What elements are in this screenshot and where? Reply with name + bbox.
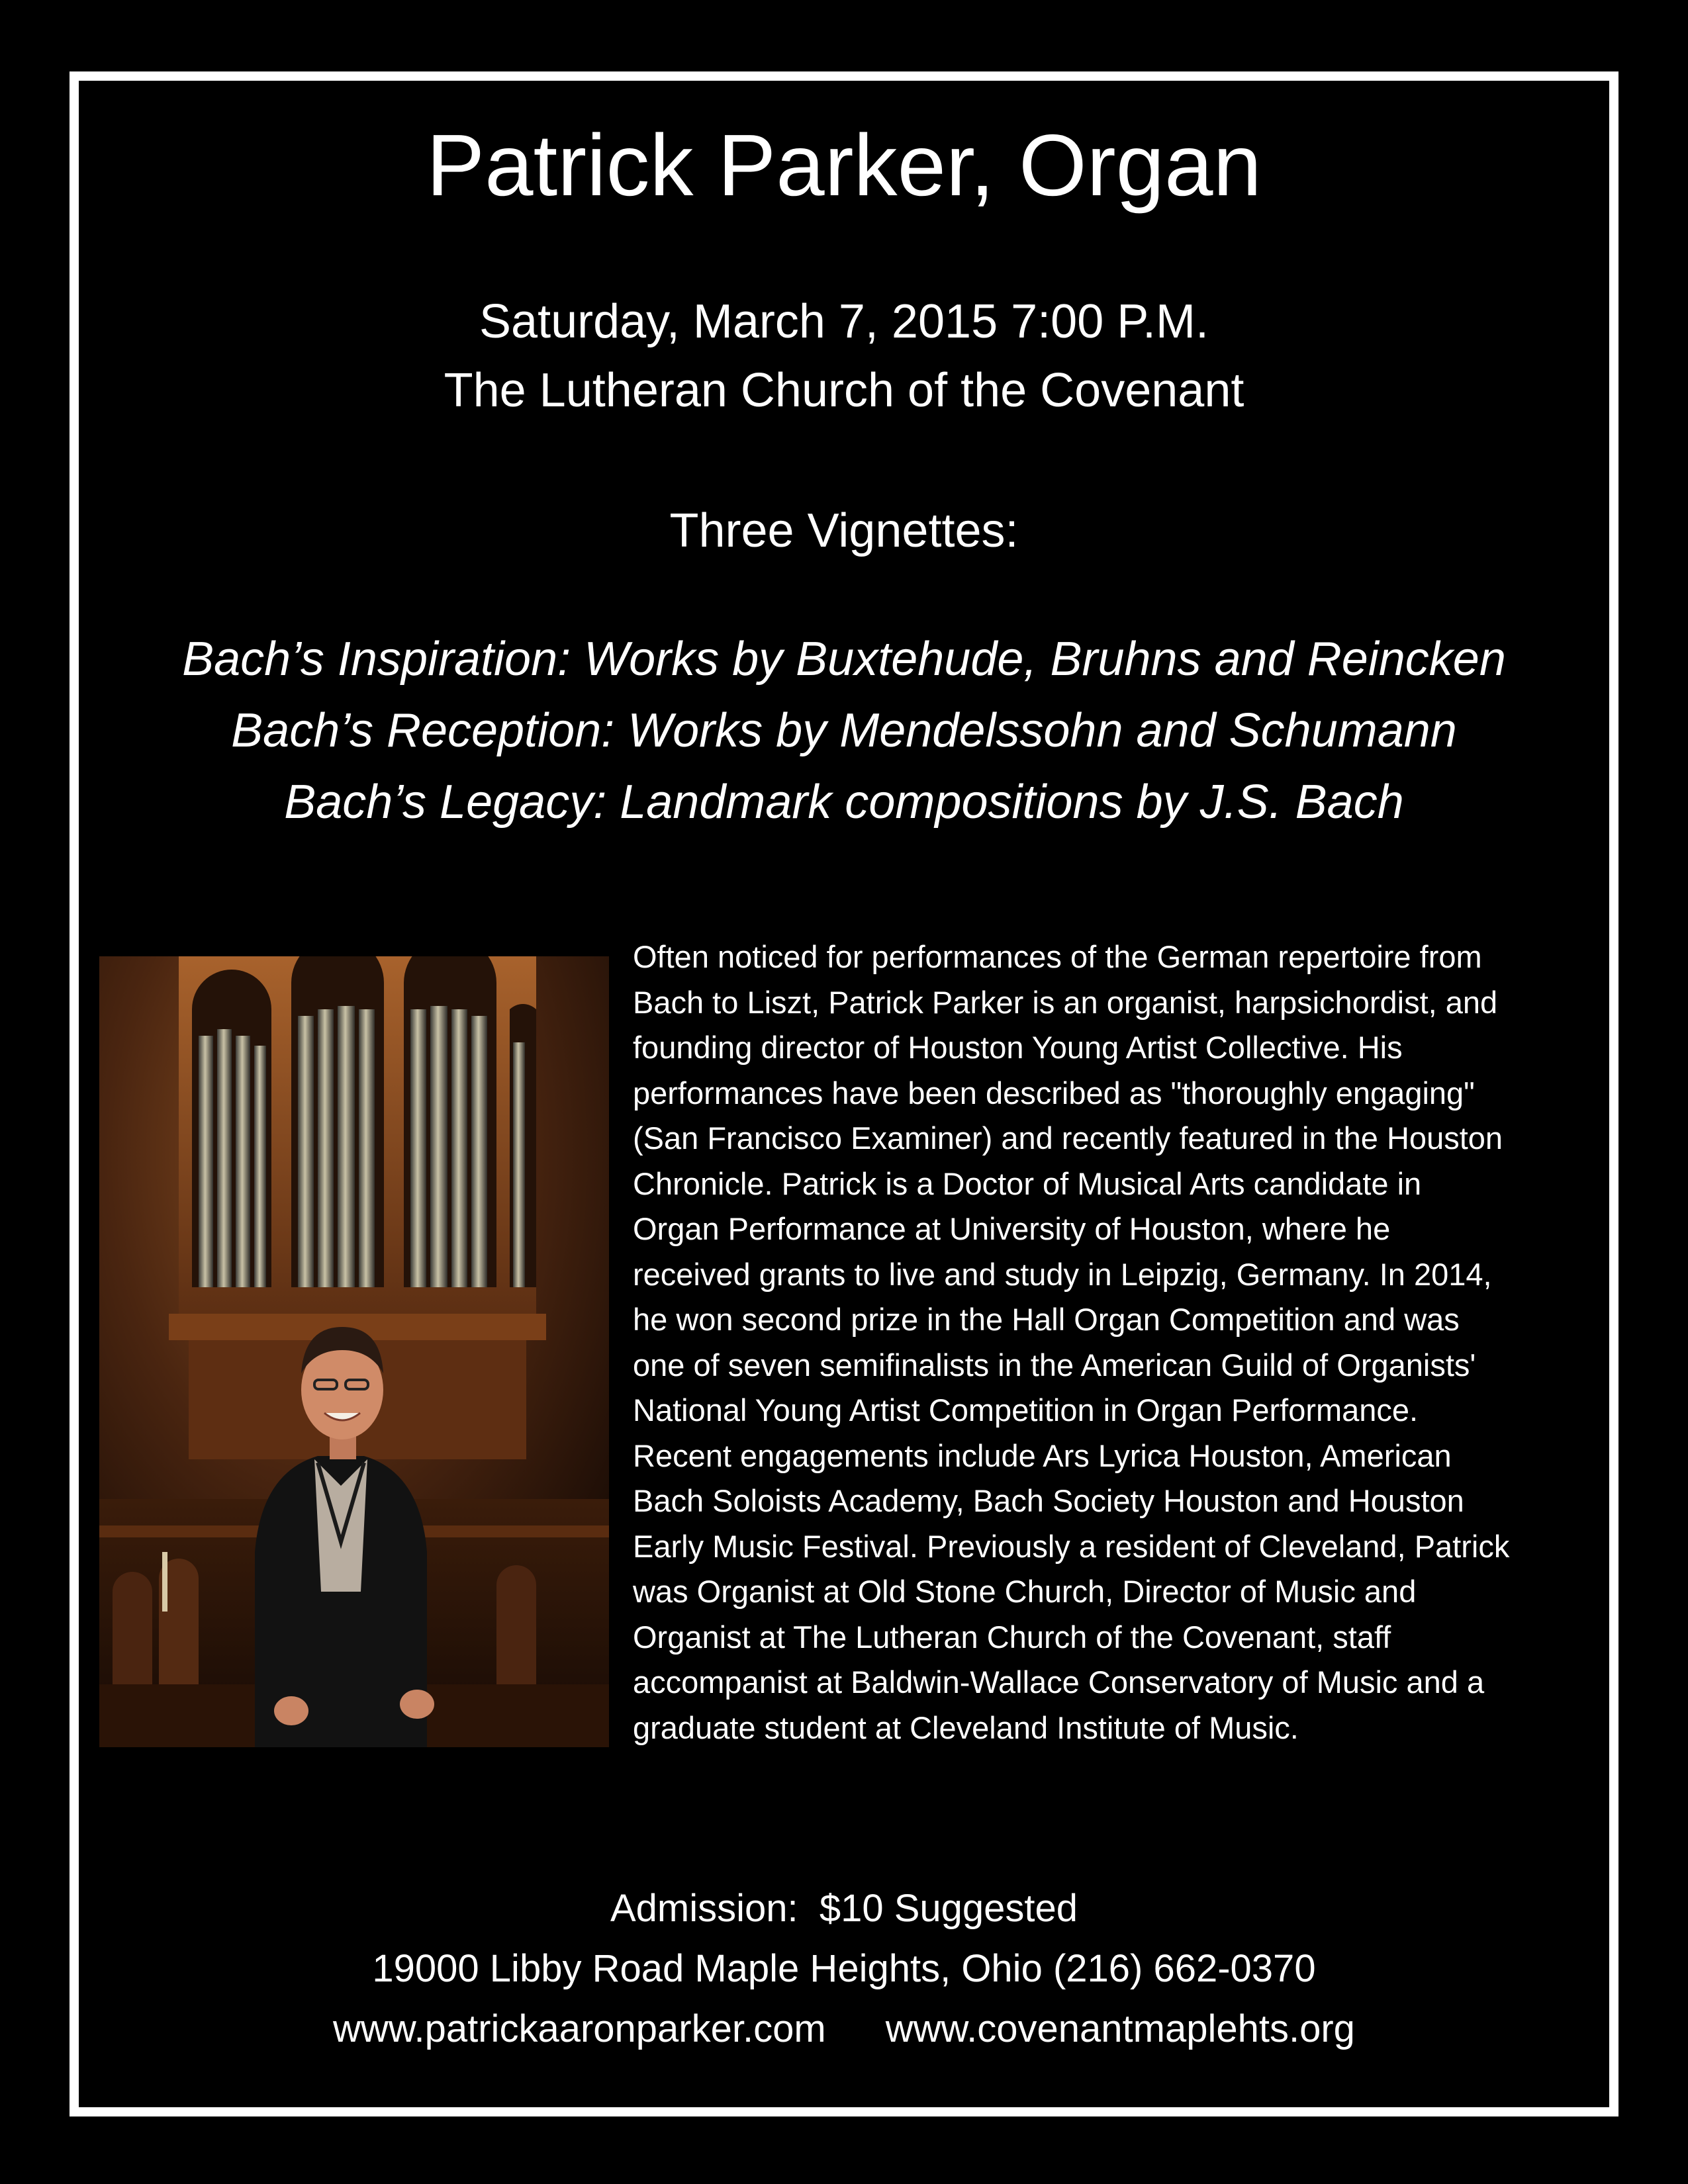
websites-line: [0, 2003, 1688, 2056]
program-item: Bach’s Legacy: Landmark compositions by J.S. Bach: [284, 776, 1404, 829]
bio-line: received grants to live and study in Leipzig, Germany. In 2014,: [633, 1256, 1492, 1292]
performer-photo: [99, 956, 609, 1747]
church-website-link[interactable]: www.covenantmaplehts.org: [885, 2007, 1355, 2050]
bio-line: (San Francisco Examiner) and recently featured in the Houston: [633, 1120, 1503, 1156]
bio-line: Recent engagements include Ars Lyrica Houston, American: [633, 1437, 1452, 1473]
concert-date-time: Saturday, March 7, 2015 7:00 P.M.: [479, 295, 1209, 348]
bio-line: Early Music Festival. Previously a resident of Cleveland, Patrick: [633, 1528, 1510, 1564]
bio-line: Bach to Liszt, Patrick Parker is an organist, harpsichordist, and: [633, 984, 1498, 1020]
program-item: Bach’s Inspiration: Works by Buxtehude, Bruhns and Reincken: [182, 633, 1506, 686]
bio-line: Chronicle. Patrick is a Doctor of Musical Arts candidate in: [633, 1165, 1422, 1201]
bio-line: he won second prize in the Hall Organ Competition and was: [633, 1302, 1460, 1337]
program-item: Bach’s Reception: Works by Mendelssohn and Schumann: [231, 704, 1457, 757]
performer-website-link[interactable]: www.patrickaaronparker.com: [333, 2007, 826, 2050]
performer-biography: [633, 934, 1599, 1751]
bio-line: Bach Soloists Academy, Bach Society Houston and Houston: [633, 1483, 1464, 1518]
bio-line: was Organist at Old Stone Church, Director of Music and: [633, 1574, 1417, 1609]
bio-line: accompanist at Baldwin-Wallace Conservatory of Music and a: [633, 1664, 1485, 1700]
bio-line: Organist at The Lutheran Church of the Covenant, staff: [633, 1619, 1391, 1655]
bio-line: Often noticed for performances of the German repertoire from: [633, 939, 1482, 974]
concert-title: Patrick Parker, Organ: [426, 116, 1262, 214]
venue-address: 19000 Libby Road Maple Heights, Ohio (216) 662-0370: [372, 1947, 1316, 1990]
admission-info: Admission: $10 Suggested: [610, 1887, 1078, 1930]
program-heading: Three Vignettes:: [669, 504, 1019, 557]
bio-line: performances have been described as "thoroughly engaging": [633, 1075, 1475, 1111]
bio-line: National Young Artist Competition in Organ Performance.: [633, 1392, 1419, 1428]
bio-line: one of seven semifinalists in the American Guild of Organists': [633, 1347, 1476, 1383]
bio-line: founding director of Houston Young Artist Collective. His: [633, 1030, 1403, 1065]
bio-line: Organ Performance at University of Houston, where he: [633, 1211, 1391, 1246]
concert-venue: The Lutheran Church of the Covenant: [444, 364, 1244, 417]
bio-line: graduate student at Cleveland Institute of Music.: [633, 1709, 1299, 1745]
